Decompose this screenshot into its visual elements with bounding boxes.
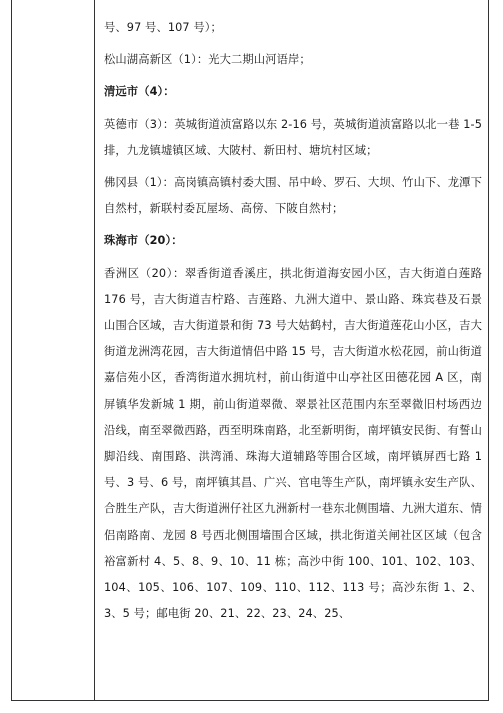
city-heading: 清远市（4）： <box>104 85 175 99</box>
district-entry: 英德市（3）：英城街道浈富路以东 2-16 号，英城街道浈富路以北一巷 1-5 排，九龙镇墟镇区域、大陂村、新田村、塘坑村区域； <box>104 117 482 157</box>
text-line: 号、97 号、107 号）； <box>104 21 222 34</box>
district-entry: 香洲区（20）：翠香街道香溪庄，拱北街道海安园小区，吉大街道白莲路 176 号，吉大街道吉柠路、吉莲路、九洲大道中、景山路、珠宾巷及石景山围合区域，吉大街道景和街 73 号大姑鹤村，吉大街道莲花山小区，吉大街道龙洲湾花园，吉大街道情侣中路 15 号，吉大街道水松花园，前山街道嘉信苑小区，香湾街道水拥坑村，前山街道中山亭社区田德花园 A 区，南屏镇华发新城 1 期，前山街道翠微、翠景社区范围内东至翠微旧村场西边沿线，南至翠微西路，西至明珠南路，北至新明街，南坪镇安民街、有誓山脚沿线、南围路、洪湾涌、珠海大道辅路等围合区域，南坪镇屏西七路 1 号、3 号、6 号，南坪镇其昌、广兴、官电等生产队，南坪镇永安生产队、合胜生产队，吉大街道洲仔社区九洲新村一巷东北侧围墙、九洲大道东、情侣南路南、龙园 8 号西北侧围墙围合区域，拱北街道关闸社区区域（包含裕富新村 4、5、8、9、10、11 栋；高沙中街 100、101、102、103、104、105、106、107、109、110、112、113 号；高沙东街 1、2、3、5 号；邮电街 20、21、22、23、24、25、 <box>104 266 482 621</box>
city-heading: 珠海市（20）： <box>104 234 183 248</box>
district-entry: 佛冈县（1）：高岗镇高镇村委大围、吊中岭、罗石、大坝、竹山下、龙潭下自然村，新联村委瓦屋场、高傍、下陂自然村； <box>104 176 482 216</box>
column-divider <box>94 0 95 701</box>
district-entry: 松山湖高新区（1）：光大二期山河语岸； <box>104 53 311 67</box>
table-cell-content <box>104 15 482 627</box>
